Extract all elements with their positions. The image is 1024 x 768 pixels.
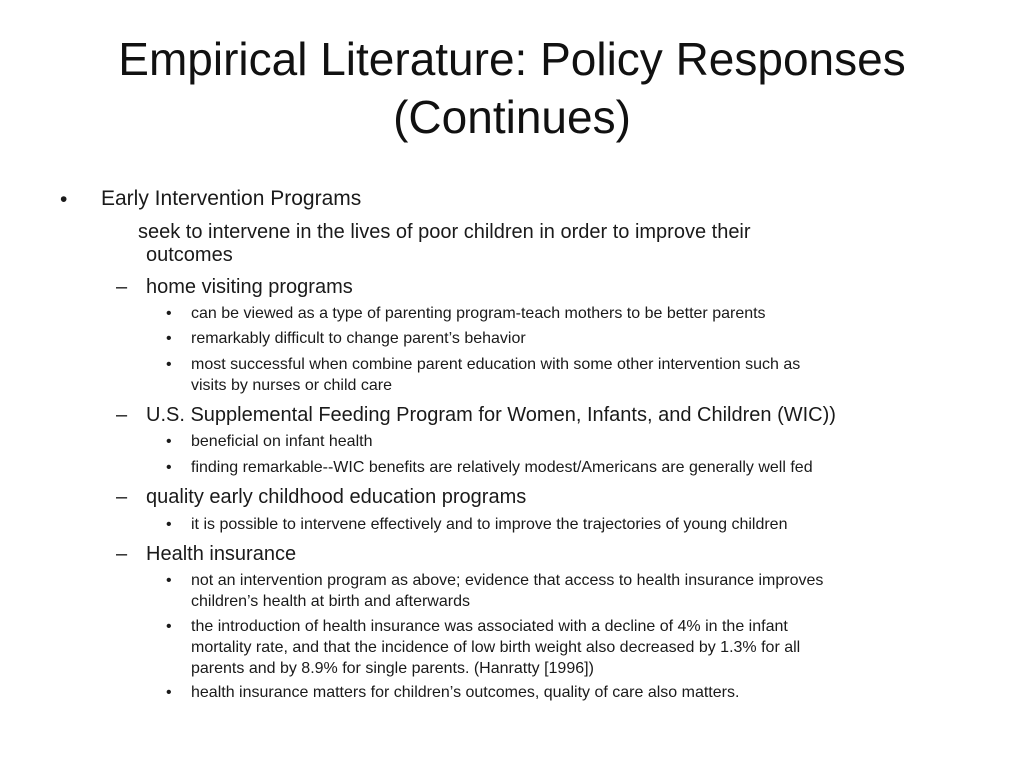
point-line: can be viewed as a type of parenting program-teach mothers to be better parents — [191, 305, 766, 322]
dash-icon: – — [116, 276, 128, 298]
dash-icon: – — [116, 486, 128, 508]
point-line: not an intervention program as above; evidence that access to health insurance improves — [191, 572, 824, 589]
point-line: finding remarkable--WIC benefits are relatively modest/Americans are generally well fed — [191, 459, 813, 476]
description-line: seek to intervene in the lives of poor children in order to improve their — [138, 221, 751, 243]
section-label: quality early childhood education programs — [146, 486, 527, 508]
bullet-icon: • — [166, 459, 172, 476]
section-label: Health insurance — [146, 543, 297, 565]
point-line: health insurance matters for children’s outcomes, quality of care also matters. — [191, 684, 740, 701]
bullet-icon: • — [166, 330, 172, 347]
point-line: the introduction of health insurance was associated with a decline of 4% in the infant — [191, 618, 788, 635]
point-line: it is possible to intervene effectively and to improve the trajectories of young children — [191, 516, 788, 533]
point-line: beneficial on infant health — [191, 433, 373, 450]
description-line: outcomes — [146, 244, 233, 266]
point-line: visits by nurses or child care — [191, 377, 392, 394]
point-line: remarkably difficult to change parent’s behavior — [191, 330, 526, 347]
bullet-icon: • — [166, 433, 172, 450]
bullet-icon: • — [166, 356, 172, 373]
bullet-icon: • — [166, 618, 172, 635]
main-heading: Early Intervention Programs — [101, 187, 362, 210]
bullet-icon: • — [166, 516, 172, 533]
bullet-icon: • — [166, 572, 172, 589]
dash-icon: – — [116, 404, 128, 426]
section-label: home visiting programs — [146, 276, 353, 298]
bullet-icon: • — [166, 684, 172, 701]
bullet-icon: • — [166, 305, 172, 322]
point-line: parents and by 8.9% for single parents. (Hanratty [1996]) — [191, 660, 594, 677]
title-line-2: (Continues) — [393, 91, 631, 143]
dash-icon: – — [116, 543, 128, 565]
point-line: mortality rate, and that the incidence of low birth weight also decreased by 1.3% for all — [191, 639, 801, 656]
bullet-icon: • — [60, 188, 68, 211]
point-line: children’s health at birth and afterwards — [191, 593, 470, 610]
title-line-1: Empirical Literature: Policy Responses — [118, 33, 906, 85]
point-line: most successful when combine parent education with some other intervention such as — [191, 356, 801, 373]
section-label: U.S. Supplemental Feeding Program for Women, Infants, and Children (WIC)) — [146, 404, 836, 426]
